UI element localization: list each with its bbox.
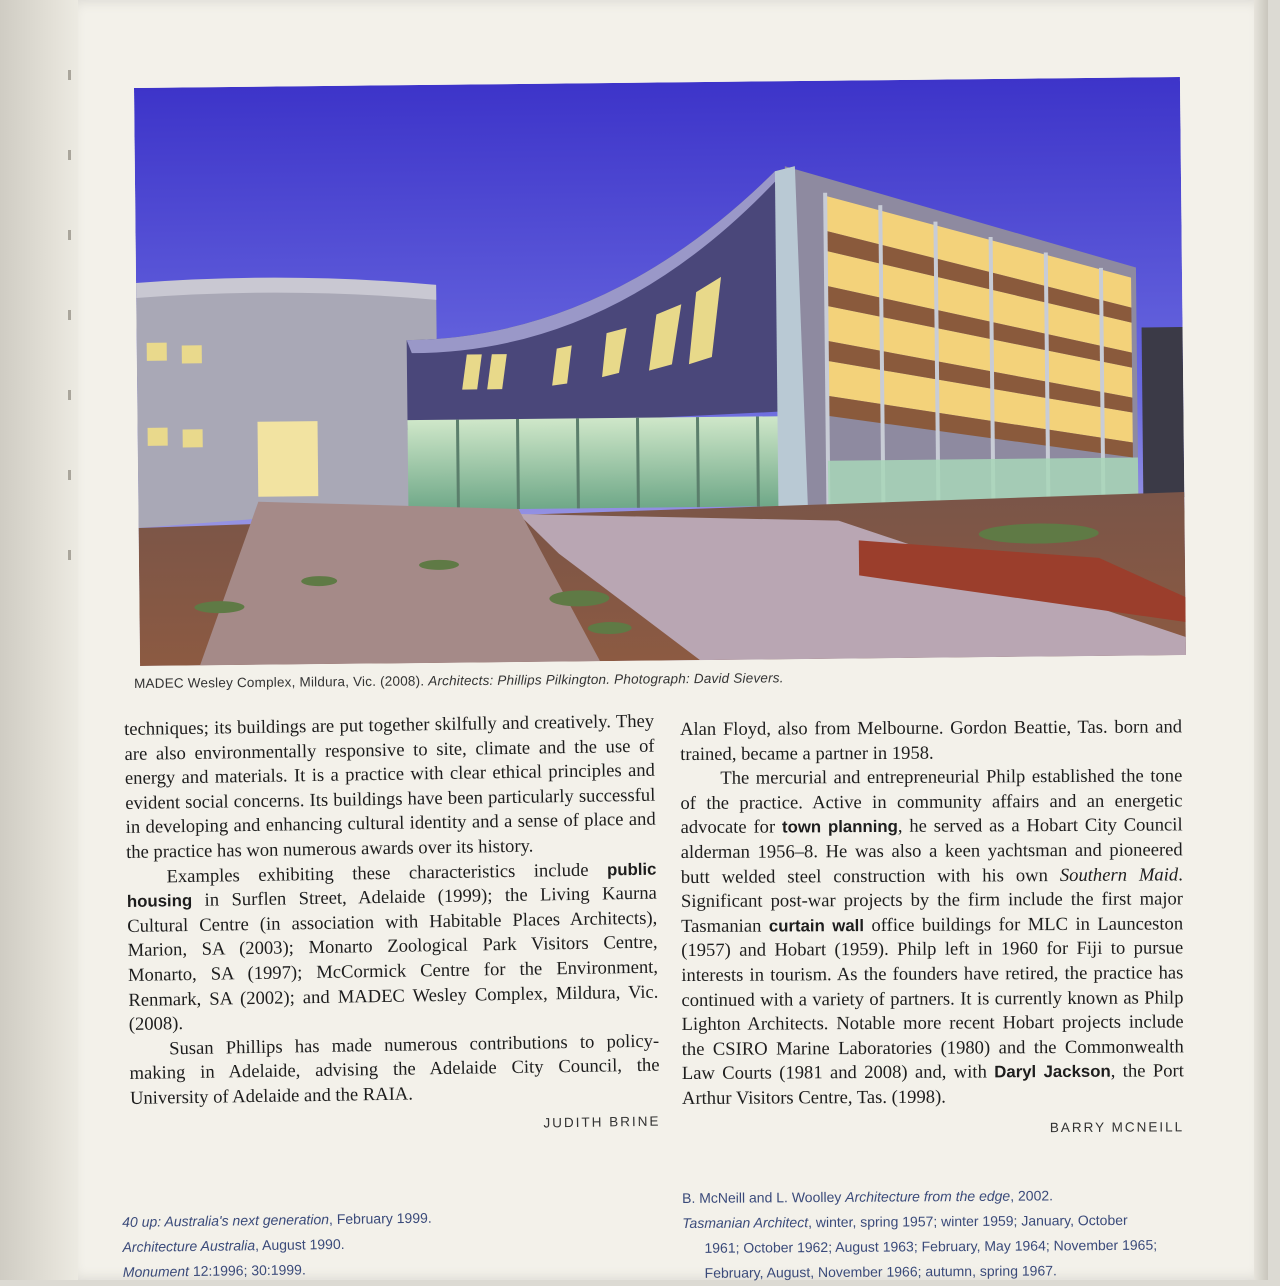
text-run: . Significant post-war projects by the firm include the first major Tasmanian bbox=[680, 863, 1184, 937]
reference-title: Architecture from the edge bbox=[845, 1187, 1011, 1205]
text-run: , he served as a Hobart City Council alderman 1956–8. He was also a keen yachtsman and pioneered butt welded steel construction with his own bbox=[680, 814, 1183, 888]
reference-item bbox=[682, 1207, 1202, 1236]
caption-title: MADEC Wesley Complex, Mildura, Vic. (2008). bbox=[134, 673, 425, 691]
page-edge bbox=[1254, 0, 1268, 1280]
reference-detail: , winter, spring 1957; winter 1959; January, October bbox=[808, 1211, 1128, 1231]
reference-title: Architecture Australia bbox=[122, 1237, 256, 1255]
paragraph: techniques; its buildings are put together skilfully and creatively. They are also environmentally responsive to site, climate and the use of energy and materials. It is a practice with clear ethical principles and evident social concerns. Its buildings have been particularly successful in developing and enhancing cultural identity and a sense of place and the practice has won numerous awards over its history. bbox=[124, 710, 656, 863]
references-left bbox=[122, 1203, 623, 1285]
left-column bbox=[124, 710, 661, 1142]
keyword-daryl-jackson: Daryl Jackson bbox=[994, 1062, 1111, 1082]
binding-stitch bbox=[68, 310, 71, 320]
binding-stitch bbox=[68, 150, 71, 160]
binding-stitch bbox=[68, 70, 71, 80]
paragraph: Alan Floyd, also from Melbourne. Gordon Beattie, Tas. born and trained, became a partner in 1958. bbox=[680, 716, 1183, 765]
reference-detail: 12:1996; 30:1999. bbox=[188, 1261, 306, 1280]
text-run: , the Port Arthur Visitors Centre, Tas. (1998). bbox=[681, 1060, 1184, 1109]
text-run: office buildings for MLC in Launceston (1957) and Hobart (1959). Philp left in 1960 for Fiji to pursue interests in tourism. As the founders have retired, the practice has continued with a variety of partners. It is currently known as Philp Lighton Architects. Notable more recent Hobart projects include the CSIRO Marine Laboratories (1980) and the Commonwealth Law Courts (1981 and 2008) and, with bbox=[681, 913, 1184, 1085]
boat-name: Southern Maid bbox=[1059, 863, 1179, 886]
references-right bbox=[682, 1182, 1203, 1286]
caption-credits: Architects: Phillips Pilkington. Photograph: David Sievers. bbox=[428, 670, 784, 689]
reference-authors: B. McNeill and L. Woolley bbox=[682, 1188, 846, 1206]
reference-item bbox=[682, 1182, 1202, 1211]
right-column bbox=[680, 715, 1184, 1142]
paragraph bbox=[126, 857, 659, 1037]
reference-continuation: February, August, November 1966; autumn, spring 1967. bbox=[704, 1262, 1057, 1281]
reference-title: 40 up: Australia's next generation bbox=[122, 1211, 330, 1230]
author-signature: JUDITH BRINE bbox=[543, 1113, 661, 1130]
text-run: Examples exhibiting these characteristics include bbox=[166, 859, 589, 887]
binding-stitch bbox=[68, 390, 71, 400]
reference-continuation: 1961; October 1962; August 1963; February, May 1964; November 1965; bbox=[704, 1236, 1158, 1256]
reference-detail: , August 1990. bbox=[254, 1235, 345, 1254]
binding-stitch bbox=[68, 470, 71, 480]
building-photograph bbox=[134, 77, 1186, 666]
keyword-town-planning: town planning bbox=[781, 817, 898, 837]
reference-detail: , 2002. bbox=[1010, 1187, 1054, 1204]
author-signature: BARRY MCNEILL bbox=[1049, 1118, 1185, 1135]
reference-title: Tasmanian Architect bbox=[682, 1214, 809, 1231]
paragraph: Susan Phillips has made numerous contributions to policy-making in Adelaide, advising the Adelaide City Council, the University of Adelaide and the RAIA. bbox=[129, 1030, 660, 1109]
keyword-curtain-wall: curtain wall bbox=[768, 915, 865, 936]
binding-stitch bbox=[68, 230, 71, 240]
book-gutter bbox=[0, 0, 78, 1280]
keyword-public-housing: public housing bbox=[126, 859, 657, 912]
paragraph bbox=[680, 765, 1184, 1112]
reference-title: Monument bbox=[122, 1263, 190, 1280]
reference-detail: , February 1999. bbox=[328, 1209, 432, 1228]
binding-stitch bbox=[68, 550, 71, 560]
text-run: in Surflen Street, Adelaide (1999); the Living Kaurna Cultural Centre (in association with Habitable Places Architects), Marion, SA (2003); Monarto Zoological Park Visitors Centre, Monarto, SA (1997); McCormick Centre for the Environment, Renmark, SA (2002); and MADEC Wesley Complex, Mildura, Vic. (2008). bbox=[127, 882, 659, 1036]
text-run: The mercurial and entrepreneurial Philp established the tone of the practice. Active in community affairs and an energetic advocate for bbox=[680, 765, 1183, 839]
